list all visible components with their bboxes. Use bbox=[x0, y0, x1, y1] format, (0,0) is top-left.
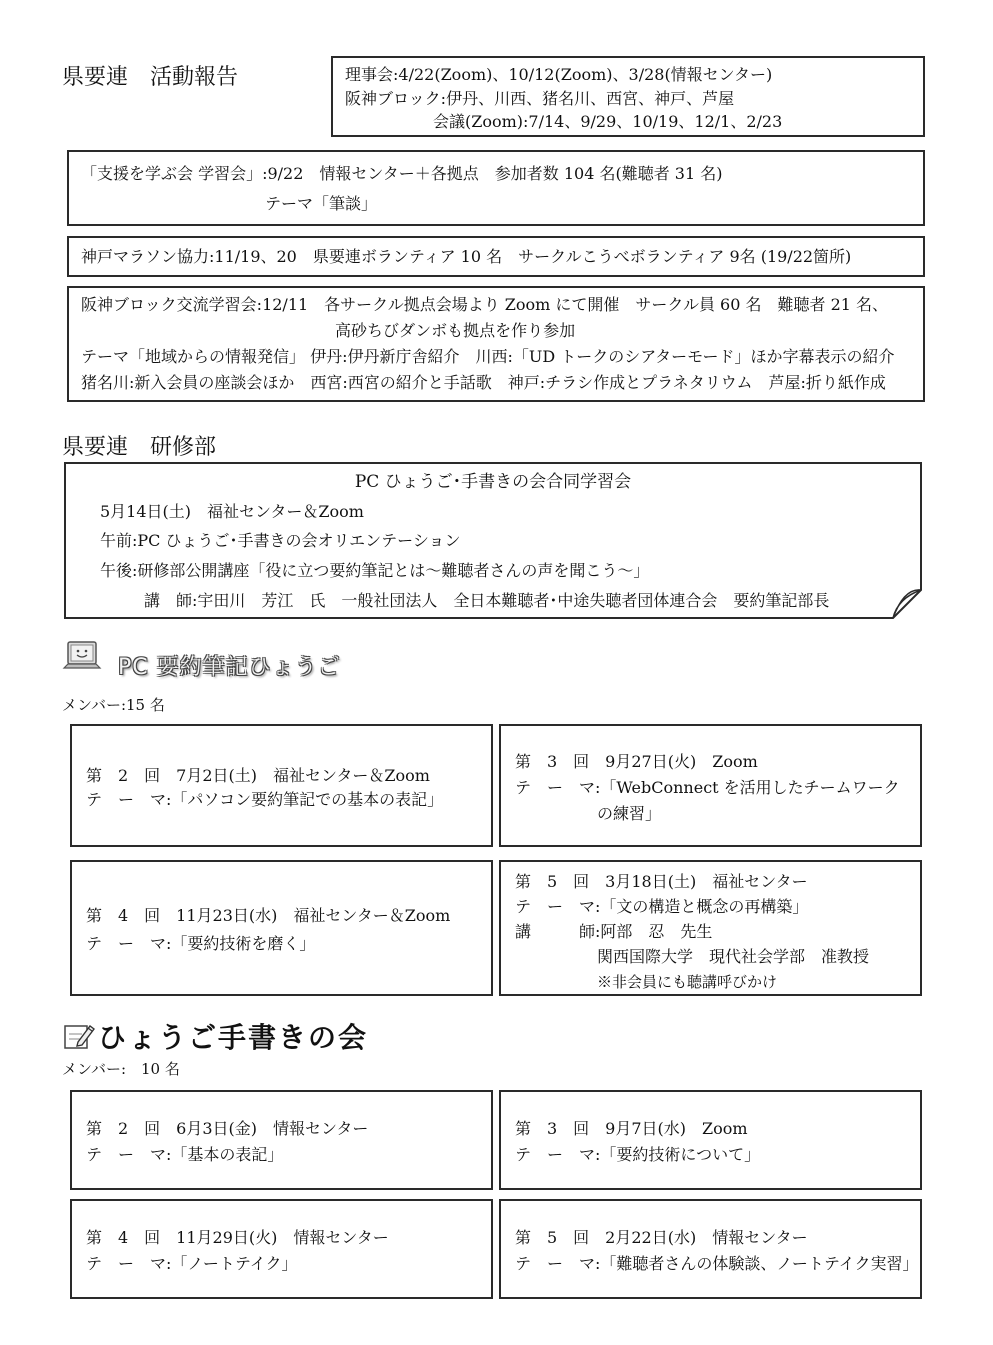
tegaki-session-line-2: テ ー マ:「基本の表記」 bbox=[86, 1145, 284, 1164]
pencil-note-icon bbox=[62, 1020, 96, 1052]
tegaki-group-title: ひょうご手書きの会 bbox=[98, 1021, 369, 1054]
pc-session-line-1: 第 5 回 3月18日(土) 福祉センター bbox=[515, 872, 808, 891]
section-title-training: 県要連 研修部 bbox=[62, 435, 217, 460]
joint-line-1: 5月14日(土) 福祉センター＆Zoom bbox=[100, 502, 364, 521]
pc-session-line-3: の練習」 bbox=[597, 804, 662, 823]
joint-line-3: 午後:研修部公開講座「役に立つ要約筆記とは～難聴者さんの声を聞こう～」 bbox=[100, 561, 650, 580]
pc-session-line-3: 講 師:阿部 忍 先生 bbox=[515, 922, 713, 941]
hanshin-exchange-box bbox=[67, 286, 925, 402]
pc-session-line-2: テ ー マ:「パソコン要約筆記での基本の表記」 bbox=[86, 790, 444, 809]
meetings-line-1: 理事会:4/22(Zoom)、10/12(Zoom)、3/28(情報センター) bbox=[345, 65, 773, 84]
hanshin-line-1: 阪神ブロック交流学習会:12/11 各サークル拠点会場より Zoom にて開催 サークル員 60 名 難聴者 21 名、 bbox=[81, 295, 889, 314]
tegaki-session-line-2: テ ー マ:「要約技術について」 bbox=[515, 1145, 761, 1164]
pc-session-card bbox=[499, 724, 922, 847]
tegaki-session-line-1: 第 2 回 6月3日(金) 情報センター bbox=[86, 1119, 369, 1138]
hanshin-line-3: テーマ「地域からの情報発信」 伊丹:伊丹新庁舎紹介 川西:「UD トークのシアターモード」ほか字幕表示の紹介 bbox=[81, 347, 895, 366]
laptop-icon bbox=[62, 640, 102, 676]
pc-session-card bbox=[70, 860, 493, 996]
pc-session-line-2: テ ー マ:「文の構造と概念の再構築」 bbox=[515, 897, 809, 916]
tegaki-session-card bbox=[70, 1199, 493, 1299]
tegaki-session-card bbox=[70, 1090, 493, 1190]
pc-members: メンバー:15 名 bbox=[62, 696, 165, 714]
meetings-line-2: 阪神ブロック:伊丹、川西、猪名川、西宮、神戸、芦屋 bbox=[345, 89, 735, 108]
tegaki-session-line-1: 第 4 回 11月29日(火) 情報センター bbox=[86, 1228, 389, 1247]
joint-line-2: 午前:PC ひょうご･手書きの会オリエンテーション bbox=[100, 531, 461, 550]
pc-session-line-1: 第 2 回 7月2日(土) 福祉センター＆Zoom bbox=[86, 766, 430, 785]
joint-study-title: PC ひょうご･手書きの会合同学習会 bbox=[354, 472, 632, 492]
study-line-2: テーマ「筆談」 bbox=[265, 194, 378, 213]
study-meeting-box bbox=[67, 150, 925, 226]
joint-study-box bbox=[64, 462, 922, 619]
tegaki-session-line-2: テ ー マ:「難聴者さんの体験談、ノートテイク実習」 bbox=[515, 1254, 919, 1273]
marathon-line-1: 神戸マラソン協力:11/19、20 県要連ボランティア 10 名 サークルこうべボランティア 9名 (19/22箇所) bbox=[81, 247, 852, 266]
pc-group-title: PC 要約筆記ひょうご bbox=[118, 655, 341, 680]
hanshin-line-2: 高砂ちびダンボも拠点を作り参加 bbox=[335, 321, 576, 340]
section-title-activity: 県要連 活動報告 bbox=[62, 65, 239, 90]
study-line-1: 「支援を学ぶ会 学習会」:9/22 情報センター＋各拠点 参加者数 104 名(難聴者 31 名) bbox=[81, 164, 723, 183]
pc-session-line-4: 関西国際大学 現代社会学部 准教授 bbox=[597, 947, 870, 966]
tegaki-session-line-2: テ ー マ:「ノートテイク」 bbox=[86, 1254, 298, 1273]
joint-line-4: 講 師:宇田川 芳江 氏 一般社団法人 全日本難聴者･中途失聴者団体連合会 要約筆記部長 bbox=[144, 591, 830, 610]
pc-session-line-1: 第 3 回 9月27日(火) Zoom bbox=[515, 752, 758, 771]
tegaki-session-line-1: 第 5 回 2月22日(水) 情報センター bbox=[515, 1228, 808, 1247]
pc-session-card bbox=[499, 860, 922, 996]
pc-session-line-2: テ ー マ:「要約技術を磨く」 bbox=[86, 934, 316, 953]
pc-session-line-2: テ ー マ:「WebConnect を活用したチームワーク bbox=[515, 778, 900, 797]
meetings-line-3: 会議(Zoom):7/14、9/29、10/19、12/1、2/23 bbox=[433, 112, 783, 131]
marathon-box bbox=[67, 236, 925, 277]
tegaki-session-card bbox=[499, 1090, 922, 1190]
hanshin-line-4: 猪名川:新入会員の座談会ほか 西宮:西宮の紹介と手話歌 神戸:チラシ作成とプラネタリウム 芦屋:折り紙作成 bbox=[81, 373, 886, 392]
pc-session-card bbox=[70, 724, 493, 847]
meetings-box bbox=[331, 56, 925, 137]
pc-session-line-5: ※非会員にも聴講呼びかけ bbox=[597, 973, 778, 991]
tegaki-session-card bbox=[499, 1199, 922, 1299]
tegaki-members: メンバー: 10 名 bbox=[62, 1060, 180, 1078]
pc-session-line-1: 第 4 回 11月23日(水) 福祉センター＆Zoom bbox=[86, 906, 451, 925]
tegaki-session-line-1: 第 3 回 9月7日(水) Zoom bbox=[515, 1119, 748, 1138]
